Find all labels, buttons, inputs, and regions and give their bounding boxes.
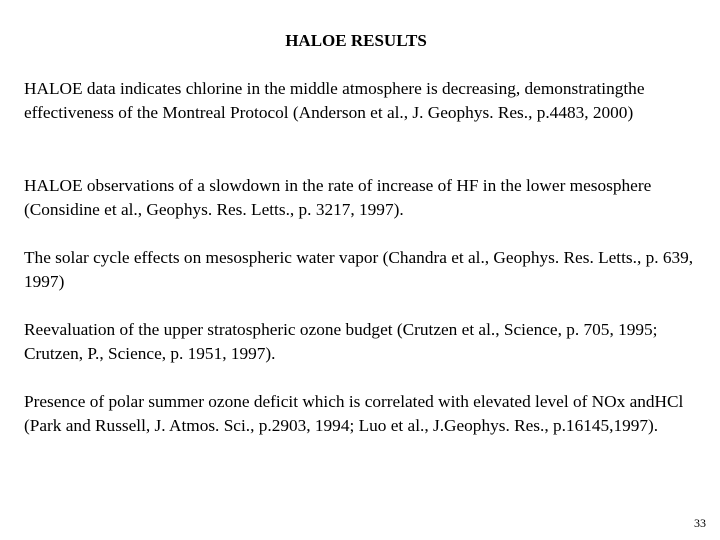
result-paragraph-ozone-budget: Reevaluation of the upper stratospheric ozone budget (Crutzen et al., Science, p. 705, 1995; Crutzen, P., Science, p. 1951, 1997). — [24, 320, 658, 363]
slide-title: HALOE RESULTS — [285, 31, 427, 50]
result-paragraph-chlorine: HALOE data indicates chlorine in the middle atmosphere is decreasing, demonstratingthe effectiveness of the Montreal Protocol (Anderson et al., J. Geophys. Res., p.4483, 2000) — [24, 79, 645, 122]
page-number: 33 — [694, 516, 706, 530]
result-paragraph-hf: HALOE observations of a slowdown in the rate of increase of HF in the lower mesosphere (Considine et al., Geophys. Res. Letts., p. 3217, 1997). — [24, 176, 652, 219]
result-paragraph-water-vapor: The solar cycle effects on mesospheric water vapor (Chandra et al., Geophys. Res. Letts., p. 639, 1997) — [24, 248, 694, 291]
result-paragraph-ozone-deficit: Presence of polar summer ozone deficit which is correlated with elevated level of NOx andHCl (Park and Russell, J. Atmos. Sci., p.2903, 1994; Luo et al., J.Geophys. Res., p.16145,1997). — [24, 392, 684, 435]
